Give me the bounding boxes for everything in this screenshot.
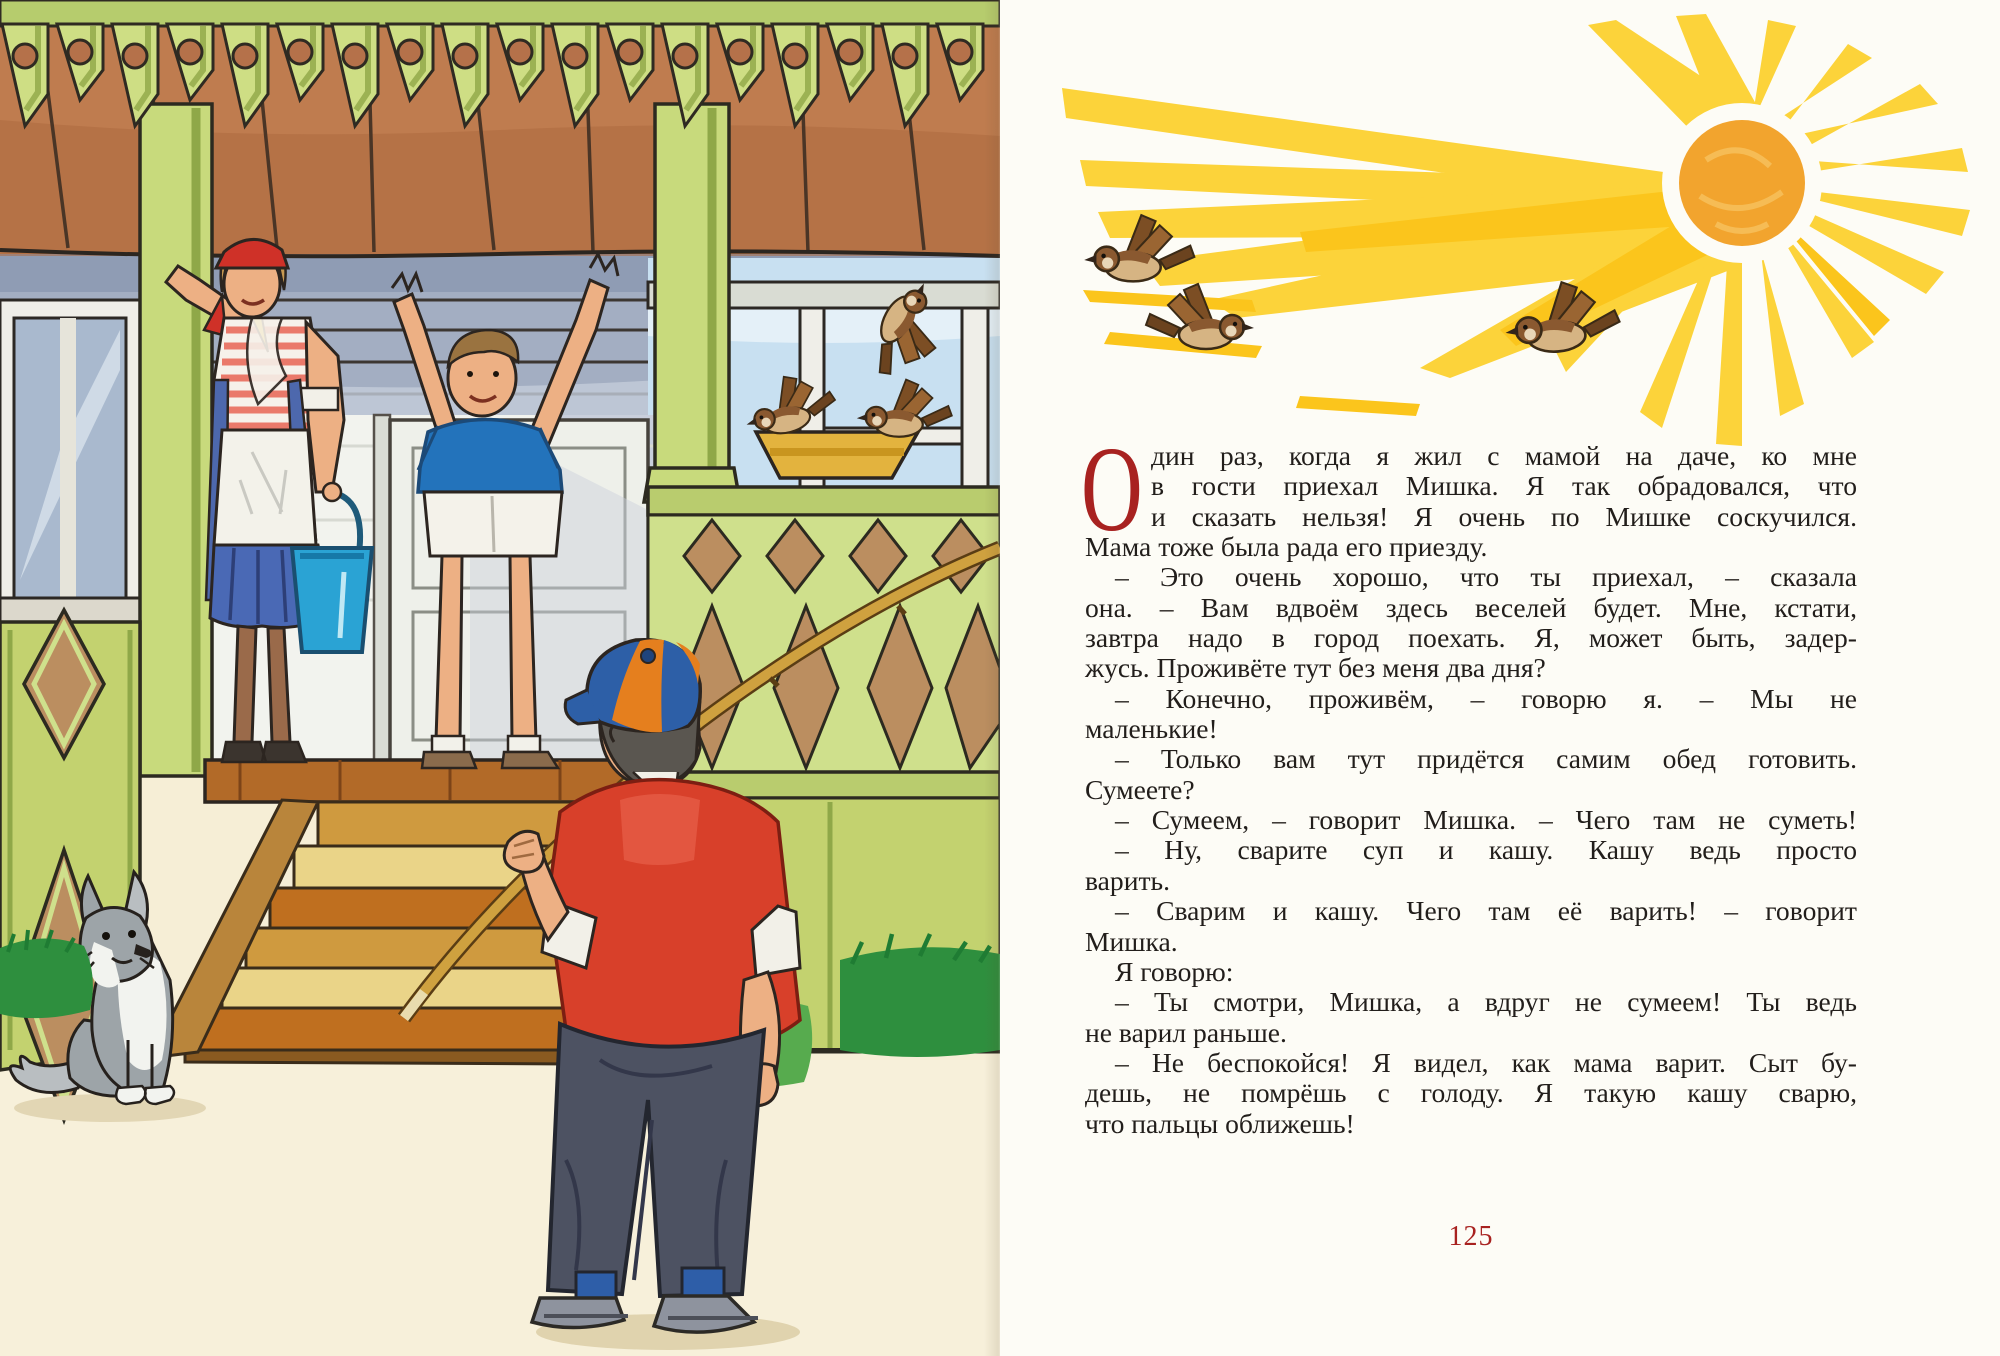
left-window (0, 300, 140, 622)
story-line: в гости приехал Мишка. Я так обрадовался, что (1151, 470, 1857, 502)
story-line: – Сварим и кашу. Чего там её варить! – говорит (1115, 895, 1857, 927)
story-text (1081, 422, 1857, 1139)
story-line: дешь, не помрёшь с голоду. Я такую кашу сварю, (1085, 1077, 1857, 1109)
story-line: – Сумеем, – говорит Мишка. – Чего там не суметь! (1115, 804, 1857, 836)
story-line: Мишка. (1085, 925, 1178, 957)
story-line: Сумеете? (1085, 773, 1195, 805)
blue-bucket (292, 548, 372, 652)
story-line: жусь. Проживёте тут без меня два дня? (1085, 652, 1546, 684)
story-line: она. – Вам вдвоём здесь веселей будет. Мне, кстати, (1085, 591, 1857, 623)
story-line: – Это очень хорошо, что ты приехал, – сказала (1115, 561, 1857, 593)
page-number: 125 (1448, 1221, 1494, 1252)
story-line: что пальцы оближешь! (1085, 1107, 1355, 1139)
story-line: варить. (1085, 864, 1171, 896)
story-line: – Ты смотри, Мишка, а вдруг не сумеем! Ты ведь (1115, 986, 1857, 1018)
sun-disc (1679, 120, 1805, 246)
story-line: – Ну, сварите суп и кашу. Кашу ведь просто (1115, 834, 1857, 866)
trousers (548, 1024, 764, 1296)
story-lines (1085, 441, 1857, 1139)
story-line: не варил раньше. (1085, 1016, 1287, 1048)
sun (1062, 14, 1970, 446)
right-page (1000, 0, 2000, 1356)
story-line: – Только вам тут придётся самим обед готовить. (1115, 743, 1857, 775)
sun-and-sparrows (1000, 0, 2000, 470)
story-line: – Конечно, проживём, – говорю я. – Мы не (1115, 682, 1857, 714)
story-line: Мама тоже была рада его приезду. (1085, 531, 1488, 563)
story-line: – Не беспокойся! Я видел, как мама варит. Сыт бу- (1115, 1046, 1857, 1078)
bird-feeder (756, 432, 918, 478)
story-line: завтра надо в город поехать. Я, может быть, задер- (1085, 622, 1857, 654)
story-line: маленькие! (1085, 713, 1218, 745)
story-line: дин раз, когда я жил с мамой на даче, ко мне (1151, 440, 1857, 471)
story-line: Я говорю: (1115, 955, 1234, 987)
drop-cap: О (1081, 422, 1143, 557)
story-line: и сказать нельзя! Я очень по Мишке соскучился. (1151, 500, 1857, 532)
